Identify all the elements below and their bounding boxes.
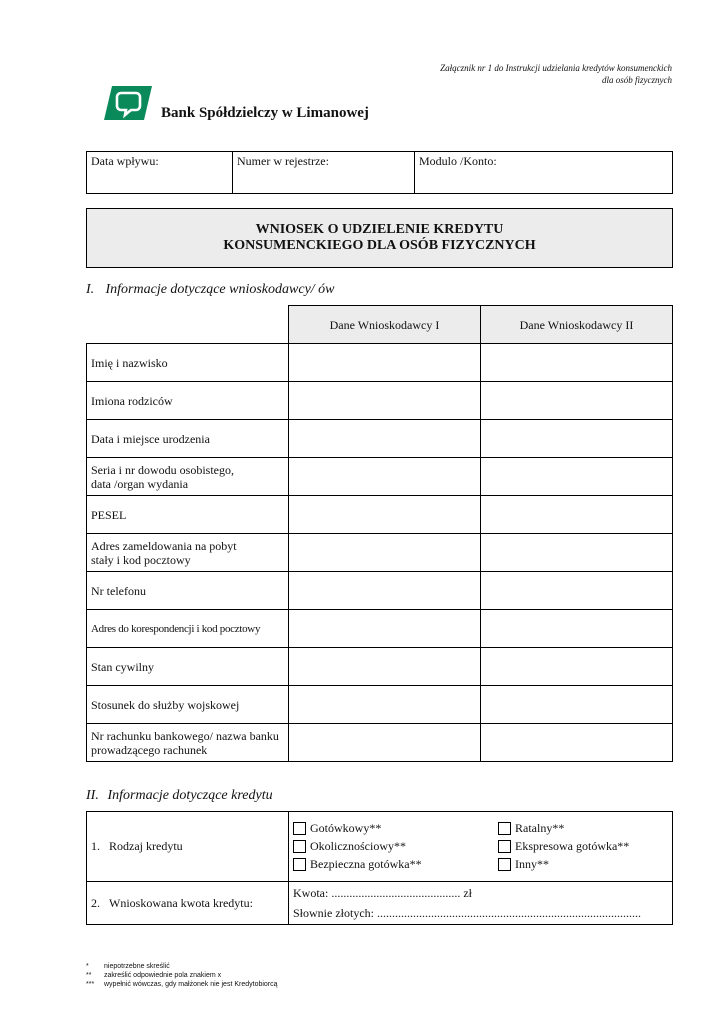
section-2-number: II. bbox=[86, 788, 99, 803]
form-title bbox=[86, 208, 673, 268]
attachment-line-2: dla osób fizycznych bbox=[602, 75, 672, 85]
table-row bbox=[87, 458, 673, 496]
table-row bbox=[87, 420, 673, 458]
table-row bbox=[87, 686, 673, 724]
credit-type-label: 1. Rodzaj kredytu bbox=[87, 812, 289, 882]
credit-amount-label: 2. Wnioskowana kwota kredytu: bbox=[87, 882, 289, 925]
modulo-account-field[interactable] bbox=[415, 152, 673, 194]
bank-logo-icon bbox=[104, 86, 152, 120]
row-label-id-document: Seria i nr dowodu osobistego, data /organ wydania bbox=[87, 458, 289, 496]
row-label-military: Stosunek do służby wojskowej bbox=[87, 686, 289, 724]
date-received-label: Data wpływu: bbox=[91, 154, 159, 168]
applicant-1-marital-field[interactable] bbox=[289, 648, 481, 686]
credit-table bbox=[86, 811, 673, 925]
applicant-2-name-field[interactable] bbox=[481, 344, 673, 382]
section-1-title: Informacje dotyczące wnioskodawcy/ ów bbox=[105, 282, 335, 297]
applicant-2-address-field[interactable] bbox=[481, 534, 673, 572]
option-ratalny[interactable]: Ratalny** bbox=[498, 821, 668, 836]
header-spacer bbox=[87, 306, 289, 344]
applicant-2-military-field[interactable] bbox=[481, 686, 673, 724]
applicant-2-header: Dane Wnioskodawcy II bbox=[481, 306, 673, 344]
row-label-birth: Data i miejsce urodzenia bbox=[87, 420, 289, 458]
footnote: * niepotrzebne skreślić bbox=[86, 963, 170, 970]
applicant-2-correspondence-field[interactable] bbox=[481, 610, 673, 648]
option-bezpieczna-gotowka[interactable]: Bezpieczna gotówka** bbox=[293, 857, 498, 872]
section-2-title: Informacje dotyczące kredytu bbox=[107, 788, 273, 803]
table-row bbox=[87, 344, 673, 382]
checkbox-gotowkowy[interactable] bbox=[293, 822, 306, 835]
bank-name: Bank Spółdzielczy w Limanowej bbox=[161, 105, 369, 121]
table-row bbox=[87, 610, 673, 648]
attachment-line-1: Załącznik nr 1 do Instrukcji udzielania kredytów konsumenckich bbox=[440, 63, 672, 73]
applicant-1-military-field[interactable] bbox=[289, 686, 481, 724]
option-ekspresowa-gotowka[interactable]: Ekspresowa gotówka** bbox=[498, 839, 668, 854]
row-label-bank-account: Nr rachunku bankowego/ nazwa banku prowadzącego rachunek bbox=[87, 724, 289, 762]
row-label-name: Imię i nazwisko bbox=[87, 344, 289, 382]
section-2-heading bbox=[86, 788, 273, 804]
checkbox-ekspresowa-gotowka[interactable] bbox=[498, 840, 511, 853]
applicant-1-address-field[interactable] bbox=[289, 534, 481, 572]
register-number-label: Numer w rejestrze: bbox=[237, 154, 329, 168]
table-row bbox=[87, 724, 673, 762]
footnote: *** wypełnić wówczas, gdy małżonek nie jest Kredytobiorcą bbox=[86, 981, 278, 988]
section-1-number: I. bbox=[86, 282, 95, 297]
row-label-phone: Nr telefonu bbox=[87, 572, 289, 610]
applicant-1-pesel-field[interactable] bbox=[289, 496, 481, 534]
table-row bbox=[87, 496, 673, 534]
amount-slownie-line[interactable]: Słownie złotych: ........................................................................................ bbox=[293, 906, 641, 920]
checkbox-inny[interactable] bbox=[498, 858, 511, 871]
section-1-heading bbox=[86, 282, 335, 298]
applicant-1-birth-field[interactable] bbox=[289, 420, 481, 458]
row-label-parents: Imiona rodziców bbox=[87, 382, 289, 420]
applicant-2-id-document-field[interactable] bbox=[481, 458, 673, 496]
attachment-note bbox=[312, 62, 672, 86]
row-label-correspondence: Adres do korespondencji i kod pocztowy bbox=[87, 610, 289, 648]
table-row bbox=[87, 534, 673, 572]
checkbox-okolicznosciowy[interactable] bbox=[293, 840, 306, 853]
applicant-1-name-field[interactable] bbox=[289, 344, 481, 382]
applicant-table bbox=[86, 305, 673, 762]
applicant-1-phone-field[interactable] bbox=[289, 572, 481, 610]
row-label-pesel: PESEL bbox=[87, 496, 289, 534]
option-inny[interactable]: Inny** bbox=[498, 857, 668, 872]
credit-type-options bbox=[289, 812, 673, 882]
applicant-1-correspondence-field[interactable] bbox=[289, 610, 481, 648]
footnote: ** zakreślić odpowiednie pola znakiem x bbox=[86, 972, 222, 979]
applicant-2-parents-field[interactable] bbox=[481, 382, 673, 420]
applicant-1-bank-account-field[interactable] bbox=[289, 724, 481, 762]
checkbox-bezpieczna-gotowka[interactable] bbox=[293, 858, 306, 871]
applicant-1-header: Dane Wnioskodawcy I bbox=[289, 306, 481, 344]
applicant-2-pesel-field[interactable] bbox=[481, 496, 673, 534]
option-okolicznosciowy[interactable]: Okolicznościowy** bbox=[293, 839, 498, 854]
register-number-field[interactable] bbox=[233, 152, 415, 194]
form-title-line-2: KONSUMENCKIEGO DLA OSÓB FIZYCZNYCH bbox=[223, 238, 536, 253]
table-row bbox=[87, 648, 673, 686]
option-gotowkowy[interactable]: Gotówkowy** bbox=[293, 821, 498, 836]
form-title-line-1: WNIOSEK O UDZIELENIE KREDYTU bbox=[255, 222, 504, 237]
applicant-1-parents-field[interactable] bbox=[289, 382, 481, 420]
applicant-2-marital-field[interactable] bbox=[481, 648, 673, 686]
checkbox-ratalny[interactable] bbox=[498, 822, 511, 835]
modulo-account-label: Modulo /Konto: bbox=[419, 154, 497, 168]
row-label-marital: Stan cywilny bbox=[87, 648, 289, 686]
applicant-2-birth-field[interactable] bbox=[481, 420, 673, 458]
date-received-field[interactable] bbox=[87, 152, 233, 194]
applicant-2-bank-account-field[interactable] bbox=[481, 724, 673, 762]
table-row bbox=[87, 572, 673, 610]
table-row bbox=[87, 382, 673, 420]
row-label-address: Adres zameldowania na pobyt stały i kod pocztowy bbox=[87, 534, 289, 572]
credit-amount-field[interactable] bbox=[289, 882, 673, 925]
applicant-2-phone-field[interactable] bbox=[481, 572, 673, 610]
applicant-1-id-document-field[interactable] bbox=[289, 458, 481, 496]
amount-kwota-line[interactable]: Kwota: ........................................... zł bbox=[293, 886, 472, 900]
registration-table bbox=[86, 151, 673, 194]
footnotes bbox=[86, 962, 278, 989]
